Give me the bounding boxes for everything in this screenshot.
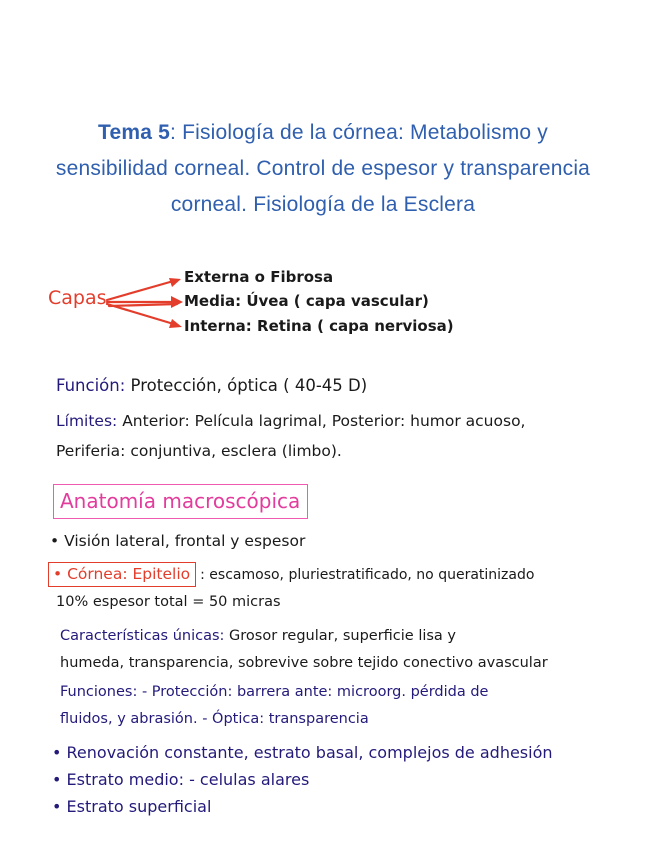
cornea-epitelio-box: • Córnea: Epitelio: [48, 562, 196, 587]
limites-label: Límites:: [56, 412, 118, 430]
anatomia-heading: Anatomía macroscópica: [53, 484, 308, 519]
bullet-estrato-superficial: • Estrato superficial: [52, 797, 212, 816]
funcion-text: Protección, óptica ( 40-45 D): [130, 376, 368, 395]
caracteristicas-text-1: Grosor regular, superficie lisa y: [229, 628, 457, 644]
caracteristicas-line-2: humeda, transparencia, sobrevive sobre tejido conectivo avascular: [60, 655, 548, 671]
capa-media: Media: Úvea ( capa vascular): [184, 292, 429, 310]
funcion-line: [56, 376, 367, 395]
funciones-line-1: Funciones: - Protección: barrera ante: microorg. pérdida de: [60, 684, 489, 700]
limites-line: [56, 412, 525, 430]
title-lead: Tema 5: [97, 121, 170, 144]
cornea-line: [48, 562, 534, 587]
limites-text: Anterior: Película lagrimal, Posterior: humor acuoso,: [122, 412, 526, 430]
espesor-line: 10% espesor total = 50 micras: [56, 594, 281, 610]
caracteristicas-label: Características únicas:: [60, 628, 225, 644]
title-rest: : Fisiología de la córnea: Metabolismo y sensibilidad corneal. Control de espesor y transparencia corneal. Fisiología de la Esclera: [55, 121, 591, 216]
funciones-line-2: fluidos, y abrasión. - Óptica: transparencia: [60, 711, 369, 727]
cornea-text: : escamoso, pluriestratificado, no queratinizado: [200, 567, 535, 583]
bullet-renovacion: • Renovación constante, estrato basal, complejos de adhesión: [52, 743, 553, 762]
periferia-line: Periferia: conjuntiva, esclera (limbo).: [56, 442, 342, 460]
capa-interna: Interna: Retina ( capa nerviosa): [184, 317, 454, 335]
capas-label: Capas: [48, 287, 107, 309]
capas-arrows: [105, 270, 185, 340]
funcion-label: Función:: [56, 376, 126, 395]
bullet-estrato-medio: • Estrato medio: - celulas alares: [52, 770, 310, 789]
capa-externa: Externa o Fibrosa: [184, 268, 334, 286]
caracteristicas-line-1: [60, 628, 456, 644]
page-title: [40, 115, 606, 223]
vision-line: • Visión lateral, frontal y espesor: [50, 532, 306, 550]
